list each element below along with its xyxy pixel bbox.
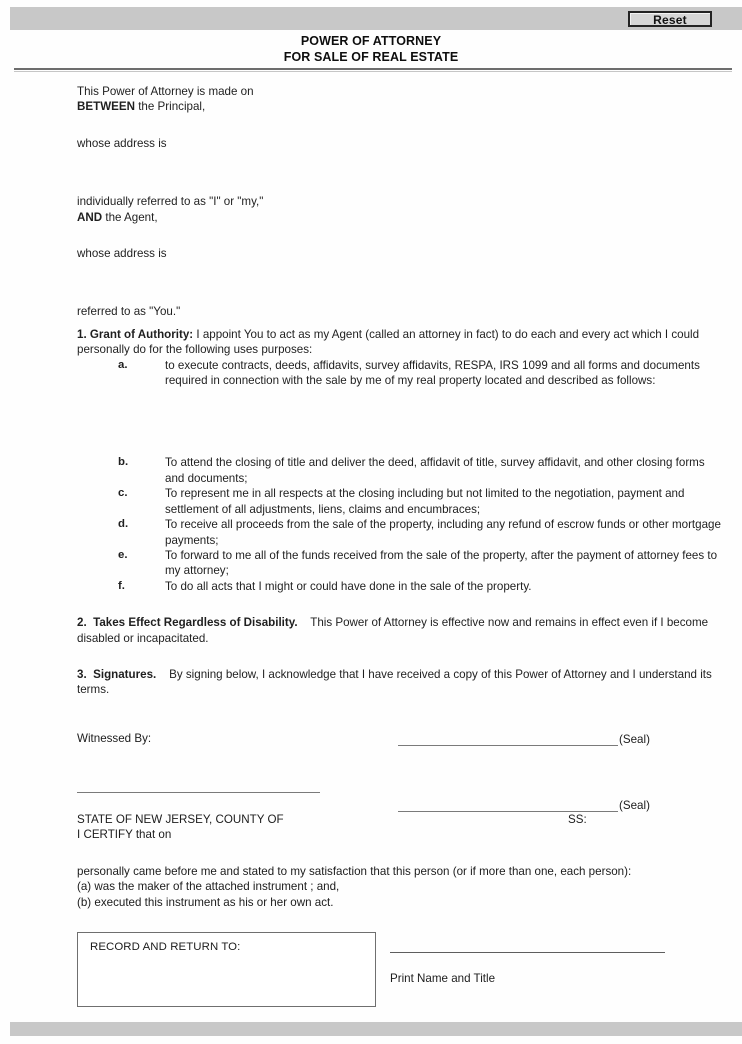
print-name-signature-line[interactable]: [390, 952, 665, 953]
notary-block: [77, 812, 722, 910]
witnessed-by-label: Witnessed By:: [77, 732, 152, 745]
spacer-before-section-2: [77, 594, 722, 615]
between-principal-line: [77, 99, 722, 114]
title-divider: [14, 68, 732, 72]
between-label: BETWEEN: [77, 100, 135, 114]
section-1-paragraph: [77, 327, 722, 358]
list-item: [77, 548, 722, 579]
print-name-and-title-label: Print Name and Title: [390, 972, 496, 985]
certify-line: I CERTIFY that on: [77, 828, 172, 842]
reset-button[interactable]: Reset: [628, 11, 712, 27]
list-item-text: To represent me in all respects at the closing including but not limited to the negotiation, payment and settlement of all adjustments, liens, claims and encumbraces;: [165, 487, 685, 516]
bottom-gray-band: [10, 1022, 742, 1036]
ss-label: SS:: [568, 813, 587, 826]
list-item-text: to execute contracts, deeds, affidavits, survey affidavits, RESPA, IRS 1099 and all forms and documents required in connection with the sale by me of my real property located and described as follows:: [165, 358, 700, 388]
list-item: [77, 455, 722, 486]
agent-address-label: whose address is: [77, 247, 167, 261]
seal-label-1: (Seal): [619, 733, 650, 746]
section-1-intro: I appoint You to act as my Agent (called an attorney in fact) to do each and every act which I could personally do for the following uses purposes:: [77, 327, 703, 357]
spacer-notary-date: [77, 843, 722, 864]
spacer-principal-address: [77, 151, 722, 181]
section-1-heading: 1. Grant of Authority:: [77, 327, 194, 341]
section-3-heading: 3. Signatures.: [77, 667, 157, 681]
spacer-agent-name: [77, 225, 722, 246]
list-item: [77, 579, 722, 594]
list-item-marker: e.: [118, 548, 128, 561]
authority-list-continued: [77, 455, 722, 594]
principal-address-label: whose address is: [77, 136, 167, 150]
document-body: [77, 84, 722, 698]
signature-row-1: [77, 731, 722, 778]
list-item-marker: c.: [118, 487, 128, 500]
spacer-property-description: [77, 388, 722, 418]
spacer-principal-name: [77, 115, 722, 136]
section-2-heading: 2. Takes Effect Regardless of Disability.: [77, 616, 298, 630]
title-line-1: POWER OF ATTORNEY: [300, 34, 442, 48]
section-3-paragraph: [77, 667, 722, 698]
individually-line: individually referred to as "I" or "my,": [77, 195, 264, 209]
list-item: [77, 358, 722, 389]
spacer-before-section-1: [77, 320, 722, 327]
list-item-marker: d.: [118, 518, 129, 531]
list-item-marker: a.: [118, 358, 128, 371]
referred-to-as-you-line: referred to as "You.": [77, 305, 181, 319]
page-title: [0, 33, 742, 65]
record-and-return-box[interactable]: [77, 932, 376, 1007]
section-3-text: By signing below, I acknowledge that I have received a copy of this Power of Attorney and I understand its terms.: [77, 667, 716, 697]
authority-list: [77, 358, 722, 389]
spacer-property-description-2: [77, 418, 722, 448]
list-item-marker: b.: [118, 456, 129, 469]
divider-thick-rule: [14, 68, 732, 70]
list-item-text: To forward to me all of the funds received from the sale of the property, after the payment of attorney fees to my attorney;: [165, 548, 718, 578]
title-line-2: FOR SALE OF REAL ESTATE: [283, 50, 459, 64]
notary-body-line-2: (a) was the maker of the attached instrument ; and,: [77, 880, 340, 894]
and-agent-line: [77, 210, 722, 225]
list-item-marker: f.: [118, 579, 125, 592]
spacer-property-description-3: [77, 448, 722, 455]
between-rest: the Principal,: [134, 100, 206, 114]
state-county-line: STATE OF NEW JERSEY, COUNTY OF: [77, 813, 284, 826]
section-2-text: This Power of Attorney is effective now and remains in effect even if I become disabled or incapacitated.: [77, 616, 712, 645]
spacer-agent-address: [77, 261, 722, 291]
list-item-text: To attend the closing of title and deliver the deed, affidavit of title, survey affidavit, and other closing forms and documents;: [165, 456, 705, 485]
notary-body-line-1: personally came before me and stated to my satisfaction that this person (or if more than one, each person):: [77, 864, 632, 878]
and-rest: the Agent,: [102, 210, 158, 224]
record-and-return-label: RECORD AND RETURN TO:: [90, 941, 241, 953]
section-2-paragraph: [77, 615, 722, 646]
spacer-principal-address-2: [77, 181, 722, 194]
seal-label-2: (Seal): [619, 799, 650, 812]
and-label: AND: [77, 210, 103, 224]
spacer-agent-address-2: [77, 291, 722, 304]
list-item: [77, 517, 722, 548]
list-item-text: To receive all proceeds from the sale of the property, including any refund of escrow funds or other mortgage payments;: [165, 518, 721, 547]
list-item: [77, 486, 722, 517]
notary-body-line-3: (b) executed this instrument as his or her own act.: [77, 895, 334, 909]
signature-line-principal[interactable]: [398, 745, 618, 746]
list-item-text: To do all acts that I might or could have done in the sale of the property.: [165, 579, 532, 593]
spacer-before-section-3: [77, 646, 722, 667]
divider-thin-rule: [14, 71, 732, 72]
signature-area: [77, 731, 722, 825]
made-on-line: This Power of Attorney is made on: [77, 85, 254, 98]
